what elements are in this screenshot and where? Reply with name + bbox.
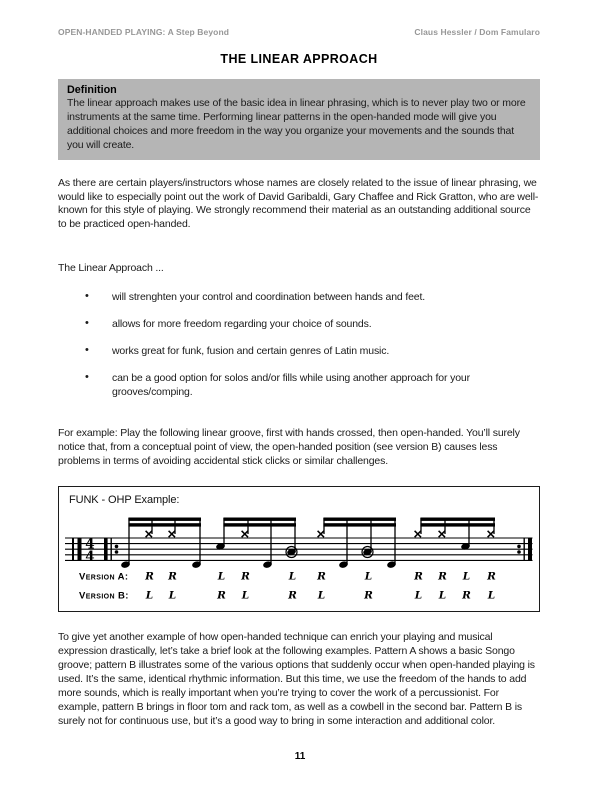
bullet-text: can be a good option for solos and/or fills while using another approach for your grooves/comping. (112, 371, 470, 398)
bullet-icon: • (85, 370, 89, 383)
page-header (58, 27, 540, 37)
bullet-item (58, 318, 540, 332)
svg-text:R: R (288, 589, 297, 602)
list-heading: The Linear Approach ... (58, 262, 164, 275)
bullet-item (58, 345, 540, 359)
svg-text:L: L (217, 570, 226, 583)
svg-text:L: L (145, 589, 154, 602)
bullet-text: works great for funk, fusion and certain genres of Latin music. (112, 344, 390, 357)
svg-text:Version B:: Version B: (79, 590, 129, 602)
svg-text:L: L (438, 589, 447, 602)
bullet-list (58, 291, 540, 400)
svg-text:Version A:: Version A: (79, 571, 129, 583)
definition-heading: Definition (67, 84, 117, 96)
page-title: THE LINEAR APPROACH (220, 52, 378, 66)
svg-text:L: L (168, 589, 177, 602)
svg-text:L: L (487, 589, 496, 602)
paragraph-example-intro: For example: Play the following linear groove, first with hands crossed, then open-handed. You’ll surely notice that, from a conceptual point of view, the open-handed position (see version B) causes less problems in terms of avoiding accidental stick clicks or similar challenges. (58, 426, 520, 467)
svg-text:R: R (462, 589, 471, 602)
notation-example-box (58, 486, 540, 612)
svg-text:L: L (414, 589, 423, 602)
paragraph-intro: As there are certain players/instructors whose names are closely related to the issue of linear phrasing, we would like to especially point out the work of David Garibaldi, Gary Chaffee and Rick Gratton, who are well-known for this style of playing. We strongly recommend their material as an outstanding additional source to be practiced open-handed. (58, 176, 539, 231)
paragraph-closing: To give yet another example of how open-handed technique can enrich your playing and musical expression drastically, let’s take a brief look at the following examples. Pattern A shows a basic Songo groove; pattern B illustrates some of the various options that suddenly occur when open-handed playing is used. It’s the same, identical rhythmic information. But this time, we use the freedom of the hands to add more sounds, which is really important when you’re trying to cover the work of a percussionist. For example, pattern B brings in floor tom and rack tom, as well as a cowbell in the second bar. Pattern B is surely not for continuous use, but it’s a good way to bring in some interaction and additional color. (58, 631, 535, 727)
svg-text:L: L (364, 570, 373, 583)
svg-text:R: R (487, 570, 496, 583)
notation-svg (59, 487, 538, 608)
svg-text:L: L (462, 570, 471, 583)
running-title: OPEN-HANDED PLAYING: A Step Beyond (58, 27, 230, 37)
bullet-text: will strenghten your control and coordination between hands and feet. (112, 291, 426, 304)
bullet-item (58, 291, 540, 305)
svg-text:R: R (168, 570, 177, 583)
bullet-icon: • (85, 290, 89, 303)
svg-text:4: 4 (85, 536, 95, 553)
svg-text:R: R (438, 570, 447, 583)
svg-text:L: L (317, 589, 326, 602)
svg-text:4: 4 (85, 549, 95, 566)
svg-text:R: R (217, 589, 226, 602)
svg-text:R: R (364, 589, 373, 602)
bullet-text: allows for more freedom regarding your choice of sounds. (112, 318, 372, 331)
example-label: FUNK - OHP Example: (69, 494, 180, 507)
bullet-icon: • (85, 317, 89, 330)
svg-text:R: R (317, 570, 326, 583)
definition-box (58, 79, 540, 160)
bullet-item (58, 372, 540, 400)
svg-text:L: L (241, 589, 250, 602)
svg-text:R: R (241, 570, 250, 583)
svg-text:R: R (414, 570, 423, 583)
bullet-icon: • (85, 343, 89, 356)
page-number: 11 (294, 751, 306, 762)
authors: Claus Hessler / Dom Famularo (414, 27, 540, 37)
svg-text:L: L (288, 570, 297, 583)
svg-text:R: R (145, 570, 154, 583)
definition-body: The linear approach makes use of the basic idea in linear phrasing, which is to never play two or more instruments at the same time. Performing linear patterns in the open-handed mode will give you additional choices and more freedom in the way you organize your movements and the sounds that you will create. (67, 97, 526, 151)
